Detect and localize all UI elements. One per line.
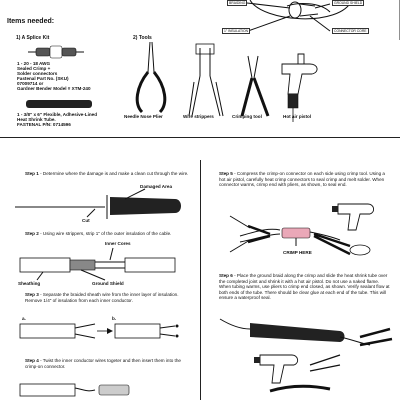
step-5-callout-crimp-here: CRIMP HERE <box>283 250 312 255</box>
step-3-illustration <box>15 318 195 358</box>
step-6-text: Step 6 - Place the ground braid along the crimp and slide the heat shrink tube over the completed joint and shrink it with a hot air pistol. Do not use a naked flame. When tubing warms, use pliers to crimp end closed, as shown. Verify sealant flow at both ends of the tube. There should be clear glue at each end of the tube. This will ensure a waterproof seal. <box>219 273 390 301</box>
label-braiding: BRAIDING <box>229 1 246 5</box>
tool-crimping-tool: Crimping tool <box>232 114 262 119</box>
step-2-callout-ground-shield: Ground Shield <box>92 281 124 286</box>
kit-line-2: Sealed Crimp + <box>17 66 51 71</box>
step-5-text: Step 5 - Compress the crimp-on connector on each side using crimp tool. Using a hot air pistol, carefully heat crimp connectors to seal crimp and melt solder. When connector warms, crimp end with pliers, as shown, to seal end. <box>219 171 385 188</box>
step-2-text: Step 2 - Using wire strippers, strip 1" of the outer insulation of the cable. <box>25 231 172 236</box>
step-4-illustration <box>15 380 195 400</box>
step-2-callout-inner-cores: Inner Cores <box>105 241 131 246</box>
kit-line-6: Gardner Bender Model # XTM-240 <box>17 86 91 91</box>
tube-part-number: FASTENAL P/N: 0714596 <box>17 122 71 127</box>
items-needed-heading: Items needed: <box>7 18 55 25</box>
tool-illustrations <box>130 42 330 122</box>
tube-line-1: 1 - 3/8" x 6" Flexible, Adhesive-Lined <box>17 112 98 117</box>
kit-line-3: Solder connectors <box>17 71 58 76</box>
heat-shrink-tube-icon <box>26 98 96 110</box>
section-divider <box>0 137 400 138</box>
step-1-illustration <box>15 185 195 225</box>
kit-line-5: 07009714 or <box>17 81 44 86</box>
step-4-text: Step 4 - Twist the inner conductor wires togeter and then insert them into the crimp-on connector. <box>25 358 181 369</box>
step-1-text: Step 1 - Determine where the damage is and make a clean cut through the wire. <box>25 171 189 176</box>
step-2-callout-sheathing: Sheathing <box>18 281 41 286</box>
label-connector-core: CONNECTOR CORE <box>334 29 367 33</box>
step-6-illustration <box>210 315 400 400</box>
step-3-text: Step 3 - Separate the braided sheath wire from the inner layer of insulation. Remove 1/4" of insulation from each inner conductor. <box>25 292 179 303</box>
tools-heading: 2) Tools <box>133 35 152 41</box>
step-1-callout-cut: Cut <box>82 218 90 223</box>
connector-icon <box>28 43 88 63</box>
label-ground-shield: GROUND SHIELD <box>334 1 363 5</box>
step-3-label-a: a. <box>22 316 26 321</box>
tool-wire-strippers: Wire strippers <box>183 114 214 119</box>
label-insulation: 1" INSULATION <box>224 29 249 33</box>
kit-line-1: 1 - 20 - 18 AWG <box>17 61 51 66</box>
tool-needle-nose-plier: Needle Nose Plier <box>124 114 163 119</box>
column-divider <box>200 160 201 400</box>
step-3-label-b: b. <box>112 316 117 321</box>
tool-hot-air-pistol: Hot air pistol <box>283 114 312 119</box>
kit-line-4: Fastenal Part No. (SKU) <box>17 76 69 81</box>
tube-line-2: Heat Shrink Tube. <box>17 117 56 122</box>
step-1-callout-damaged: Damaged Area <box>140 184 172 189</box>
splice-kit-heading: 1) A Splice Kit <box>16 35 50 41</box>
